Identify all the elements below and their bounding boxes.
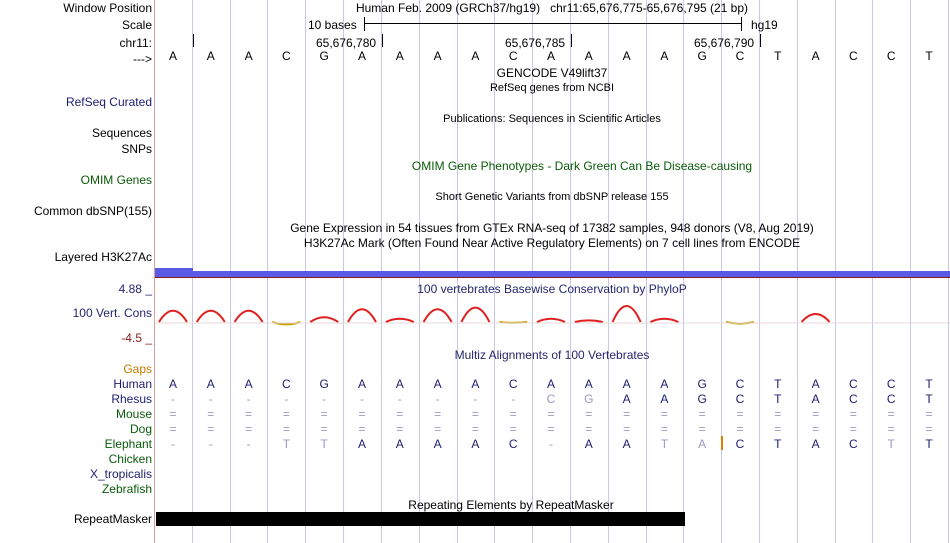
alignment-base: = bbox=[698, 407, 706, 421]
alignment-base: C bbox=[849, 377, 858, 391]
alignment-base: - bbox=[171, 392, 175, 406]
alignment-base: A bbox=[811, 392, 820, 406]
alignment-base: A bbox=[622, 437, 631, 451]
alignment-base: A bbox=[244, 377, 253, 391]
alignment-base: = bbox=[849, 422, 857, 436]
alignment-base: = bbox=[207, 422, 215, 436]
conservation-peak bbox=[802, 314, 830, 322]
coord-tick-1 bbox=[382, 34, 383, 47]
alignment-base: C bbox=[886, 377, 896, 391]
conservation-peak bbox=[650, 319, 678, 322]
alignment-base: = bbox=[471, 422, 479, 436]
coord-label-1: 65,676,780 bbox=[316, 36, 377, 50]
alignment-base: C bbox=[849, 437, 858, 451]
alignment-base: = bbox=[585, 422, 593, 436]
alignment-base: = bbox=[547, 422, 555, 436]
conservation-peak bbox=[613, 306, 641, 322]
alignment-base: - bbox=[208, 437, 213, 451]
alignment-base: = bbox=[736, 422, 744, 436]
alignment-base: G bbox=[697, 392, 707, 406]
snps-label[interactable]: SNPs bbox=[121, 142, 152, 156]
conservation-peak bbox=[159, 311, 187, 322]
alignment-base: A bbox=[584, 377, 593, 391]
window-position-label: Window Position bbox=[63, 1, 152, 15]
alignment-base: A bbox=[168, 377, 177, 391]
alignment-base: A bbox=[622, 392, 631, 406]
alignment-base: G bbox=[319, 377, 329, 391]
scale-bar-right bbox=[741, 17, 742, 31]
alignment-base: = bbox=[812, 407, 820, 421]
coord-tick-2 bbox=[571, 34, 572, 47]
alignment-base: G bbox=[697, 377, 707, 391]
alignment-base: = bbox=[169, 422, 177, 436]
h3k27ac-label[interactable]: Layered H3K27Ac bbox=[54, 250, 152, 264]
h3k27ac-baseline bbox=[155, 277, 950, 278]
species-label-dog[interactable]: Dog bbox=[129, 422, 152, 436]
alignment-base: A bbox=[811, 437, 820, 451]
alignment-base: = bbox=[471, 407, 479, 421]
sequence-base: C bbox=[849, 49, 858, 63]
alignment-base: T bbox=[925, 437, 933, 451]
repeatmasker-track-title[interactable]: Repeating Elements by RepeatMasker bbox=[408, 498, 614, 512]
alignment-base: - bbox=[511, 392, 516, 406]
alignment-base: A bbox=[395, 377, 404, 391]
chr-label: chr11: bbox=[119, 36, 152, 50]
gencode-track-title[interactable]: GENCODE V49lift37 bbox=[496, 66, 608, 80]
dbsnp-track-title[interactable]: Short Genetic Variants from dbSNP release 155 bbox=[435, 191, 669, 203]
sequence-base: G bbox=[319, 49, 329, 63]
alignment-base: = bbox=[623, 407, 631, 421]
sequence-base: C bbox=[886, 49, 896, 63]
alignment-base: = bbox=[812, 422, 820, 436]
conservation-peak bbox=[386, 319, 414, 322]
refseq-track-title[interactable]: RefSeq genes from NCBI bbox=[489, 82, 615, 94]
coord-label-2: 65,676,785 bbox=[505, 36, 566, 50]
alignment-base: A bbox=[433, 437, 442, 451]
track-labels bbox=[0, 0, 154, 543]
sequence-base: A bbox=[244, 49, 253, 63]
alignment-base: = bbox=[736, 407, 744, 421]
alignment-base: = bbox=[320, 422, 328, 436]
alignment-base: T bbox=[774, 377, 782, 391]
alignment-base: = bbox=[585, 407, 593, 421]
alignment-base: - bbox=[246, 437, 251, 451]
gtex-track-title[interactable]: Gene Expression in 54 tissues from GTEx RNA-seq of 17382 samples, 948 donors (V8, Aug 2019) bbox=[290, 221, 814, 235]
conservation-wiggle[interactable] bbox=[155, 300, 950, 334]
alignment-base: = bbox=[547, 407, 555, 421]
alignment-base: A bbox=[811, 377, 820, 391]
alignment-base: - bbox=[171, 437, 175, 451]
sequence-base: A bbox=[546, 49, 555, 63]
strand-arrow[interactable]: ---> bbox=[133, 52, 152, 66]
alignment-base: A bbox=[433, 377, 442, 391]
alignment-base: T bbox=[282, 437, 291, 451]
alignment-base: - bbox=[208, 392, 213, 406]
coord-tick bbox=[193, 34, 194, 47]
scale-db: hg19 bbox=[751, 18, 778, 32]
vert-cons-label[interactable]: 100 Vert. Cons bbox=[72, 306, 152, 320]
repeatmasker-label[interactable]: RepeatMasker bbox=[73, 512, 152, 526]
cons-max-label: 4.88 _ bbox=[118, 282, 152, 296]
alignment-base: - bbox=[322, 392, 327, 406]
multiz-track-title[interactable]: Multiz Alignments of 100 Vertebrates bbox=[454, 348, 650, 362]
alignment-base: C bbox=[886, 392, 896, 406]
alignment-base: A bbox=[471, 377, 480, 391]
species-label-human[interactable]: Human bbox=[113, 377, 152, 391]
alignment-base: = bbox=[434, 407, 442, 421]
alignment-base: T bbox=[774, 392, 782, 406]
omim-track-title[interactable]: OMIM Gene Phenotypes - Dark Green Can Be Disease-causing bbox=[411, 159, 753, 173]
repeat-element[interactable] bbox=[156, 512, 685, 526]
alignment-base: = bbox=[660, 422, 668, 436]
alignment-base: T bbox=[774, 437, 782, 451]
conservation-peak bbox=[197, 311, 225, 322]
sequence-base: A bbox=[168, 49, 177, 63]
coord-tick-3 bbox=[760, 34, 761, 47]
alignment-base: C bbox=[849, 392, 858, 406]
alignment-base: C bbox=[735, 392, 745, 406]
alignment-base: = bbox=[245, 407, 253, 421]
conservation-peak bbox=[537, 319, 565, 322]
alignment-base: C bbox=[546, 392, 556, 406]
alignment-base: C bbox=[508, 377, 518, 391]
conservation-peak bbox=[310, 317, 338, 322]
scale-label: Scale bbox=[121, 18, 152, 32]
alignment-base: - bbox=[549, 437, 553, 451]
omim-genes-label[interactable]: OMIM Genes bbox=[80, 173, 152, 187]
alignment-base: A bbox=[660, 377, 669, 391]
sequence-base: A bbox=[471, 49, 480, 63]
alignment-base: C bbox=[735, 377, 745, 391]
refseq-curated-label[interactable]: RefSeq Curated bbox=[65, 95, 152, 109]
alignment-base: = bbox=[774, 422, 782, 436]
alignment-base: = bbox=[925, 422, 933, 436]
alignment-base: A bbox=[357, 377, 366, 391]
sequence-base: G bbox=[697, 49, 707, 63]
alignment-base: = bbox=[169, 407, 177, 421]
conservation-peak bbox=[348, 309, 376, 322]
alignment-base: = bbox=[887, 407, 895, 421]
scale-bar bbox=[364, 23, 741, 24]
publications-track-title[interactable]: Publications: Sequences in Scientific Articles bbox=[443, 113, 661, 125]
sequence-base: C bbox=[735, 49, 745, 63]
species-label-chicken[interactable]: Chicken bbox=[108, 452, 152, 466]
scale-text: 10 bases bbox=[308, 18, 357, 32]
dbsnp-label[interactable]: Common dbSNP(155) bbox=[33, 204, 152, 218]
alignment-base: A bbox=[698, 437, 707, 451]
gaps-label[interactable]: Gaps bbox=[123, 362, 152, 376]
alignment-base: = bbox=[207, 407, 215, 421]
alignment-base: = bbox=[282, 407, 290, 421]
alignment-base: = bbox=[396, 407, 404, 421]
cons-min-label: -4.5 _ bbox=[121, 331, 152, 345]
gap-marker bbox=[721, 436, 723, 450]
alignment-base: = bbox=[509, 422, 517, 436]
alignment-base: = bbox=[358, 422, 366, 436]
alignment-base: A bbox=[471, 437, 480, 451]
alignment-base: A bbox=[584, 437, 593, 451]
sequence-base: A bbox=[395, 49, 404, 63]
alignment-base: - bbox=[284, 392, 289, 406]
sequence-base: A bbox=[811, 49, 820, 63]
alignment-base: - bbox=[360, 392, 364, 406]
alignment-base: A bbox=[395, 437, 404, 451]
coord-label-3: 65,676,790 bbox=[694, 36, 755, 50]
alignment-base: = bbox=[509, 407, 517, 421]
tracks-area[interactable] bbox=[155, 0, 950, 543]
scale-bar-left bbox=[364, 17, 365, 31]
sequence-base: A bbox=[622, 49, 631, 63]
phylop-track-title[interactable]: 100 vertebrates Basewise Conservation by PhyloP bbox=[417, 282, 687, 296]
alignment-base: = bbox=[623, 422, 631, 436]
alignment-base: = bbox=[698, 422, 706, 436]
alignment-base: = bbox=[282, 422, 290, 436]
h3k27ac-track-title[interactable]: H3K27Ac Mark (Often Found Near Active Regulatory Elements) on 7 cell lines from ENCODE bbox=[303, 236, 801, 250]
sequence-base: C bbox=[282, 49, 291, 63]
alignment-base: - bbox=[435, 392, 440, 406]
alignment-base: = bbox=[396, 422, 404, 436]
conservation-peak bbox=[575, 320, 603, 322]
alignment-base: A bbox=[206, 377, 215, 391]
sequence-base: A bbox=[357, 49, 366, 63]
alignment-base: = bbox=[358, 407, 366, 421]
species-label-x_tropicalis[interactable]: X_tropicalis bbox=[89, 467, 152, 481]
alignment-base: = bbox=[434, 422, 442, 436]
window-position-text bbox=[356, 1, 748, 15]
sequence-base: A bbox=[660, 49, 669, 63]
alignment-base: A bbox=[546, 377, 555, 391]
sequence-base: T bbox=[925, 49, 933, 63]
alignment-base: T bbox=[320, 437, 328, 451]
alignment-base: - bbox=[246, 392, 251, 406]
conservation-peak bbox=[235, 311, 263, 322]
alignment-base: T bbox=[887, 437, 895, 451]
alignment-base: C bbox=[735, 437, 745, 451]
alignment-base: T bbox=[925, 377, 933, 391]
species-label-zebrafish[interactable]: Zebrafish bbox=[101, 482, 152, 496]
alignment-base: = bbox=[320, 407, 328, 421]
position-range: chr11:65,676,775-65,676,795 (21 bp) bbox=[550, 1, 749, 15]
conservation-peak bbox=[424, 309, 452, 322]
sequence-base: A bbox=[433, 49, 442, 63]
assembly-name: Human Feb. 2009 (GRCh37/hg19) bbox=[355, 1, 541, 15]
sequences-label[interactable]: Sequences bbox=[91, 126, 152, 140]
alignment-base: C bbox=[282, 377, 291, 391]
alignment-base: = bbox=[849, 407, 857, 421]
alignment-base: A bbox=[357, 437, 366, 451]
sequence-base: A bbox=[206, 49, 215, 63]
sequence-base: C bbox=[508, 49, 518, 63]
alignment-base: C bbox=[508, 437, 518, 451]
conservation-peak bbox=[461, 308, 489, 322]
alignment-base: - bbox=[397, 392, 402, 406]
species-label-rhesus[interactable]: Rhesus bbox=[111, 392, 152, 406]
species-label-elephant[interactable]: Elephant bbox=[104, 437, 152, 451]
species-label-mouse[interactable]: Mouse bbox=[115, 407, 152, 421]
alignment-base: A bbox=[622, 377, 631, 391]
alignment-base: - bbox=[473, 392, 478, 406]
alignment-base: = bbox=[774, 407, 782, 421]
alignment-base: T bbox=[925, 392, 933, 406]
sequence-base: T bbox=[774, 49, 782, 63]
alignment-base: = bbox=[660, 407, 668, 421]
alignment-base: T bbox=[660, 437, 669, 451]
alignment-base: A bbox=[660, 392, 669, 406]
sequence-base: A bbox=[584, 49, 593, 63]
alignment-base: = bbox=[925, 407, 933, 421]
alignment-base: = bbox=[245, 422, 253, 436]
alignment-base: G bbox=[584, 392, 594, 406]
alignment-base: = bbox=[887, 422, 895, 436]
